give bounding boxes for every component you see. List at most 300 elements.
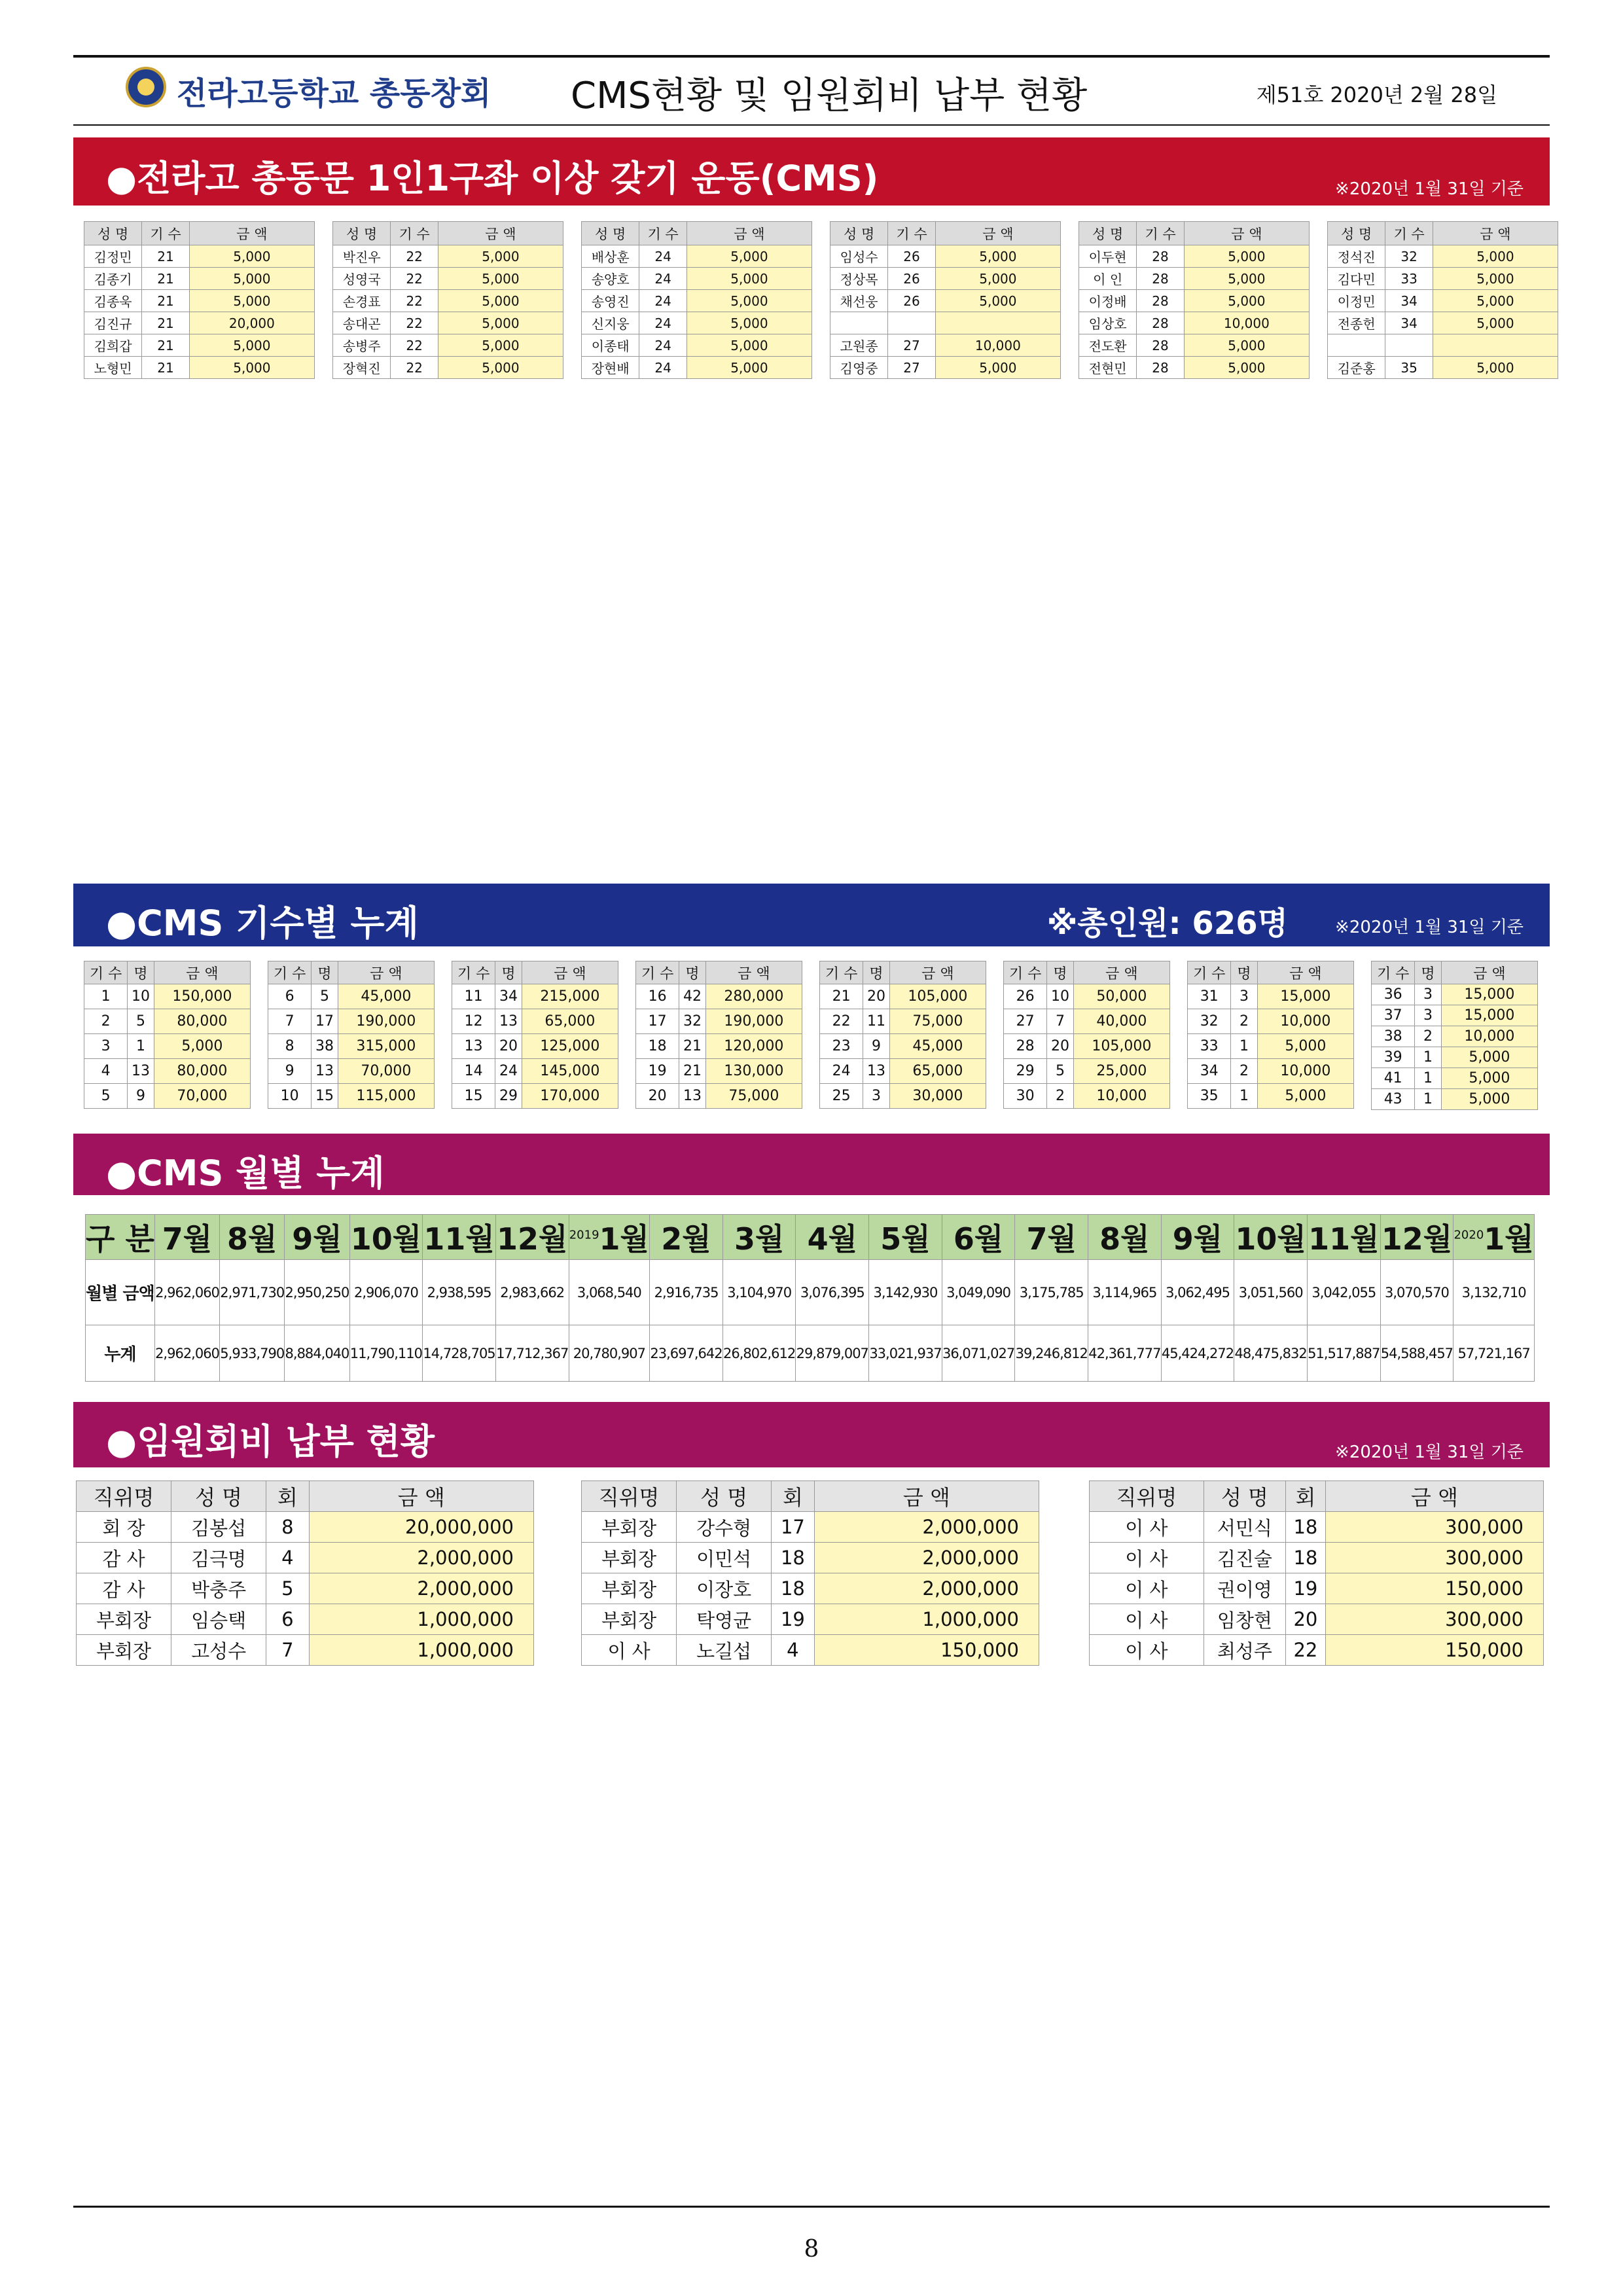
officers-header-cell: 회 [1286,1481,1326,1512]
member-count: 9 [863,1034,889,1059]
table-row [820,984,986,1009]
table-row [582,312,812,334]
gisu-header-cell: 명 [128,961,154,984]
table-row [582,357,812,379]
officer-class: 6 [266,1604,309,1635]
member-name: 이종태 [582,334,639,357]
member-class: 27 [888,334,935,357]
page-header [73,60,1550,120]
table-row [1004,1084,1170,1109]
member-class: 22 [391,268,438,290]
officer-name: 임창현 [1204,1604,1285,1635]
officer-name: 김봉섭 [171,1512,266,1543]
officer-position: 이 사 [1090,1543,1204,1573]
class-number: 36 [1372,984,1415,1005]
member-name: 송대곤 [333,312,391,334]
month-label: 6월 [953,1221,1004,1257]
table-row [84,290,315,312]
member-name: 임상호 [1079,312,1137,334]
officer-class: 18 [772,1543,815,1573]
class-amount: 80,000 [154,1009,250,1034]
class-amount: 25,000 [1073,1059,1169,1084]
gisu-header-cell: 기 수 [1004,961,1047,984]
member-amount: 5,000 [687,312,812,334]
class-number: 14 [452,1059,495,1084]
officer-name: 권이영 [1204,1573,1285,1604]
class-amount: 125,000 [522,1034,618,1059]
member-count: 1 [1415,1047,1441,1068]
officer-position: 부회장 [582,1543,677,1573]
gisu-table [452,961,618,1109]
officer-name: 고성수 [171,1635,266,1666]
class-amount: 45,000 [338,984,434,1009]
class-amount: 190,000 [705,1009,802,1034]
member-class: 21 [142,290,189,312]
gisu-header-cell: 명 [495,961,522,984]
cumulative-amount: 45,424,272 [1161,1325,1234,1382]
monthly-amount: 3,068,540 [569,1260,650,1325]
class-number: 43 [1372,1089,1415,1110]
member-amount: 5,000 [687,245,812,268]
table-row [268,1009,435,1034]
officers-banner-title: ●임원회비 납부 현황 [106,1421,435,1462]
class-amount: 10,000 [1073,1084,1169,1109]
top-rule [73,55,1550,58]
table-row [452,984,618,1009]
officer-name: 이민석 [677,1543,772,1573]
table-row [77,1573,534,1604]
officer-class: 4 [266,1543,309,1573]
month-header [942,1215,1015,1260]
table-row [268,1084,435,1109]
row-label: 누계 [86,1325,155,1382]
member-count: 32 [679,1009,705,1034]
table-row [1372,984,1538,1005]
member-amount [1433,334,1558,357]
officer-position: 부회장 [77,1635,171,1666]
member-amount: 5,000 [935,357,1060,379]
member-count: 24 [495,1059,522,1084]
class-number: 33 [1188,1034,1231,1059]
officer-amount: 20,000,000 [309,1512,534,1543]
month-label: 8월 [1099,1221,1150,1257]
class-amount: 115,000 [338,1084,434,1109]
monthly-amount: 3,070,570 [1380,1260,1454,1325]
class-amount: 105,000 [1073,1034,1169,1059]
member-class: 35 [1385,357,1433,379]
class-amount: 5,000 [154,1034,250,1059]
member-amount: 5,000 [1433,268,1558,290]
month-header [220,1215,285,1260]
class-amount: 10,000 [1257,1009,1353,1034]
cms-table [581,221,812,379]
gisu-total: ※총인원: 626명 [1046,905,1288,942]
table-row [582,1543,1039,1573]
member-amount: 5,000 [438,334,563,357]
cms-header-cell: 금 액 [438,222,563,245]
member-amount: 5,000 [687,290,812,312]
officer-class: 18 [1286,1512,1326,1543]
class-amount: 15,000 [1441,984,1537,1005]
month-label: 7월 [1026,1221,1077,1257]
member-name: 채선웅 [830,290,888,312]
cms-header-row [1328,222,1558,245]
cumulative-amount: 54,588,457 [1380,1325,1454,1382]
monthly-amount: 2,916,735 [650,1260,723,1325]
cms-header-cell: 성 명 [582,222,639,245]
cms-header-cell: 금 액 [935,222,1060,245]
cumulative-amount: 11,790,110 [349,1325,423,1382]
officer-position: 감 사 [77,1543,171,1573]
table-row [1004,1009,1170,1034]
member-name: 장현배 [582,357,639,379]
member-class: 28 [1137,357,1184,379]
member-amount: 5,000 [935,290,1060,312]
month-label: 1월 [1484,1221,1534,1257]
officer-position: 부회장 [582,1512,677,1543]
gisu-header-row [84,961,251,984]
member-amount: 5,000 [1184,290,1309,312]
class-number: 31 [1188,984,1231,1009]
class-amount: 80,000 [154,1059,250,1084]
cms-table [1327,221,1558,379]
officers-header-cell: 직위명 [1090,1481,1204,1512]
class-number: 26 [1004,984,1047,1009]
gisu-table [84,961,251,1109]
cms-table [332,221,563,379]
class-amount: 170,000 [522,1084,618,1109]
cms-header-cell: 기 수 [142,222,189,245]
member-class: 27 [888,357,935,379]
table-row [1079,334,1310,357]
member-name: 박진우 [333,245,391,268]
class-number: 27 [1004,1009,1047,1034]
officers-header-row [77,1481,534,1512]
cms-header-row [1079,222,1310,245]
member-count: 13 [679,1084,705,1109]
month-label: 10월 [350,1221,422,1257]
gisu-header-cell: 금 액 [705,961,802,984]
officer-position: 이 사 [1090,1635,1204,1666]
member-name [1328,334,1385,357]
cms-header-cell: 금 액 [687,222,812,245]
gisu-header-row [820,961,986,984]
member-count: 11 [863,1009,889,1034]
member-count: 3 [1231,984,1257,1009]
officer-position: 이 사 [582,1635,677,1666]
officers-header-cell: 직위명 [77,1481,171,1512]
class-amount: 30,000 [889,1084,986,1109]
member-amount: 5,000 [1184,245,1309,268]
officer-amount: 2,000,000 [814,1573,1039,1604]
officer-amount: 1,000,000 [814,1604,1039,1635]
member-amount: 5,000 [438,268,563,290]
member-name: 성영국 [333,268,391,290]
member-count: 2 [1231,1059,1257,1084]
gisu-table [635,961,802,1109]
officers-header-cell: 금 액 [309,1481,534,1512]
class-number: 20 [636,1084,679,1109]
class-amount: 315,000 [338,1034,434,1059]
member-name: 송병주 [333,334,391,357]
member-amount: 5,000 [935,268,1060,290]
month-header [1234,1215,1308,1260]
cumulative-amount: 33,021,937 [869,1325,942,1382]
monthly-amount: 3,132,710 [1454,1260,1535,1325]
class-number: 23 [820,1034,863,1059]
table-row [1188,1059,1354,1084]
class-number: 6 [268,984,312,1009]
officer-position: 이 사 [1090,1512,1204,1543]
member-class: 24 [639,312,687,334]
officers-banner [73,1402,1550,1467]
table-row [1079,312,1310,334]
monthly-amount: 3,114,965 [1088,1260,1162,1325]
cms-header-row [830,222,1061,245]
class-number: 41 [1372,1068,1415,1089]
officer-class: 4 [772,1635,815,1666]
class-number: 16 [636,984,679,1009]
gisu-header-row [1372,961,1538,984]
class-amount: 280,000 [705,984,802,1009]
table-row [452,1084,618,1109]
officer-amount: 2,000,000 [814,1512,1039,1543]
member-name: 김영중 [830,357,888,379]
class-amount: 65,000 [522,1009,618,1034]
table-row [268,984,435,1009]
table-row [452,1009,618,1034]
member-amount: 5,000 [438,357,563,379]
gisu-header-row [268,961,435,984]
gisu-header-cell: 금 액 [154,961,250,984]
cumulative-amount: 26,802,612 [722,1325,796,1382]
month-header [349,1215,423,1260]
row-label: 월별 금액 [86,1260,155,1325]
month-header [1088,1215,1162,1260]
class-amount: 5,000 [1441,1047,1537,1068]
member-count: 7 [1047,1009,1073,1034]
member-class: 22 [391,245,438,268]
class-number: 25 [820,1084,863,1109]
officers-header-row [582,1481,1039,1512]
member-name: 김희갑 [84,334,142,357]
officers-table [76,1480,534,1666]
member-count: 1 [128,1034,154,1059]
cms-header-cell: 성 명 [1328,222,1385,245]
member-class: 28 [1137,268,1184,290]
officer-amount: 150,000 [1325,1635,1543,1666]
class-amount: 75,000 [889,1009,986,1034]
table-row [1079,245,1310,268]
class-number: 13 [452,1034,495,1059]
member-count: 9 [128,1084,154,1109]
cumulative-amount: 36,071,027 [942,1325,1015,1382]
class-number: 12 [452,1009,495,1034]
month-header [154,1215,219,1260]
member-name: 이정배 [1079,290,1137,312]
class-amount: 45,000 [889,1034,986,1059]
table-row [830,357,1061,379]
officer-name: 최성주 [1204,1635,1285,1666]
cms-header-cell: 성 명 [84,222,142,245]
cms-header-cell: 성 명 [1079,222,1137,245]
member-count: 13 [863,1059,889,1084]
table-row [830,290,1061,312]
member-name: 신지웅 [582,312,639,334]
officer-class: 7 [266,1635,309,1666]
table-row [1079,268,1310,290]
gisu-header-row [636,961,802,984]
month-label: 12월 [1381,1221,1453,1257]
table-row [333,268,563,290]
member-class: 22 [391,312,438,334]
member-class: 21 [142,357,189,379]
officers-header-cell: 금 액 [1325,1481,1543,1512]
gisu-header-cell: 금 액 [1257,961,1353,984]
cms-header-cell: 기 수 [391,222,438,245]
class-amount: 215,000 [522,984,618,1009]
member-class: 28 [1137,312,1184,334]
table-row [333,290,563,312]
month-label: 9월 [292,1221,342,1257]
cms-table [1079,221,1310,379]
table-row [1090,1573,1544,1604]
table-row [1328,357,1558,379]
monthly-amount: 3,049,090 [942,1260,1015,1325]
class-number: 28 [1004,1034,1047,1059]
member-amount: 5,000 [1433,290,1558,312]
officer-amount: 150,000 [1325,1573,1543,1604]
gisu-header-cell: 명 [679,961,705,984]
cms-header-cell: 금 액 [1184,222,1309,245]
table-row [333,312,563,334]
class-number: 1 [84,984,128,1009]
class-number: 37 [1372,1005,1415,1026]
gisu-table [819,961,986,1109]
class-number: 22 [820,1009,863,1034]
officer-name: 탁영균 [677,1604,772,1635]
table-row [830,312,1061,334]
gisu-banner-title: ●CMS 기수별 누계 [106,903,419,944]
table-row [452,1059,618,1084]
cms-banner [73,137,1550,206]
class-amount: 150,000 [154,984,250,1009]
table-row [84,1034,251,1059]
table-row [1188,1084,1354,1109]
gisu-header-cell: 금 액 [338,961,434,984]
member-name: 이정민 [1328,290,1385,312]
gisu-header-cell: 명 [1415,961,1441,984]
month-label: 12월 [496,1221,568,1257]
member-class [888,312,935,334]
table-row [77,1512,534,1543]
class-number: 35 [1188,1084,1231,1109]
member-amount: 10,000 [935,334,1060,357]
member-class: 34 [1385,312,1433,334]
member-amount: 5,000 [1184,268,1309,290]
table-row [84,268,315,290]
officer-name: 김진술 [1204,1543,1285,1573]
member-class [1385,334,1433,357]
table-row [1328,312,1558,334]
month-header [869,1215,942,1260]
cms-banner-title: ●전라고 총동문 1인1구좌 이상 갖기 운동(CMS) [106,158,879,199]
monthly-amount: 3,104,970 [722,1260,796,1325]
officers-table [1089,1480,1544,1666]
officer-amount: 2,000,000 [309,1543,534,1573]
member-name: 김종기 [84,268,142,290]
officer-amount: 300,000 [1325,1512,1543,1543]
table-row [84,984,251,1009]
gisu-header-cell: 기 수 [452,961,495,984]
table-row [636,984,802,1009]
table-row [84,312,315,334]
member-amount: 5,000 [189,245,314,268]
member-name: 김준홍 [1328,357,1385,379]
officers-header-cell: 성 명 [1204,1481,1285,1512]
month-header [495,1215,569,1260]
class-number: 32 [1188,1009,1231,1034]
member-name: 정석진 [1328,245,1385,268]
class-amount: 10,000 [1257,1059,1353,1084]
member-name: 김진규 [84,312,142,334]
table-row [77,1604,534,1635]
table-row [1188,1009,1354,1034]
member-class: 26 [888,290,935,312]
member-amount: 5,000 [935,245,1060,268]
month-header [1307,1215,1380,1260]
table-row [1079,357,1310,379]
month-label: 7월 [162,1221,213,1257]
officer-position: 부회장 [582,1573,677,1604]
gisu-table [1371,961,1538,1110]
officers-header-cell: 회 [772,1481,815,1512]
officer-position: 부회장 [77,1604,171,1635]
class-amount: 190,000 [338,1009,434,1034]
member-name: 임성수 [830,245,888,268]
cumulative-amount: 23,697,642 [650,1325,723,1382]
member-class: 22 [391,334,438,357]
month-label: 3월 [734,1221,785,1257]
gisu-table [268,961,435,1109]
member-count: 5 [312,984,338,1009]
member-name [830,312,888,334]
officer-class: 20 [1286,1604,1326,1635]
table-row [1328,334,1558,357]
gisu-header-cell: 명 [1231,961,1257,984]
class-number: 8 [268,1034,312,1059]
table-row [830,245,1061,268]
gisu-header-cell: 명 [863,961,889,984]
class-number: 24 [820,1059,863,1084]
page-title: CMS현황 및 임원회비 납부 현황 [571,75,1088,117]
class-number: 18 [636,1034,679,1059]
table-row [1328,268,1558,290]
member-count: 5 [1047,1059,1073,1084]
officer-name: 임승택 [171,1604,266,1635]
monthly-amount: 3,062,495 [1161,1260,1234,1325]
member-count: 3 [1415,984,1441,1005]
cumulative-amount: 29,879,007 [796,1325,869,1382]
officers-header-cell: 성 명 [171,1481,266,1512]
member-name: 전종헌 [1328,312,1385,334]
class-number: 2 [84,1009,128,1034]
member-class: 21 [142,334,189,357]
month-header [569,1215,650,1260]
member-count: 42 [679,984,705,1009]
class-number: 34 [1188,1059,1231,1084]
cumulative-amount: 2,962,060 [154,1325,219,1382]
